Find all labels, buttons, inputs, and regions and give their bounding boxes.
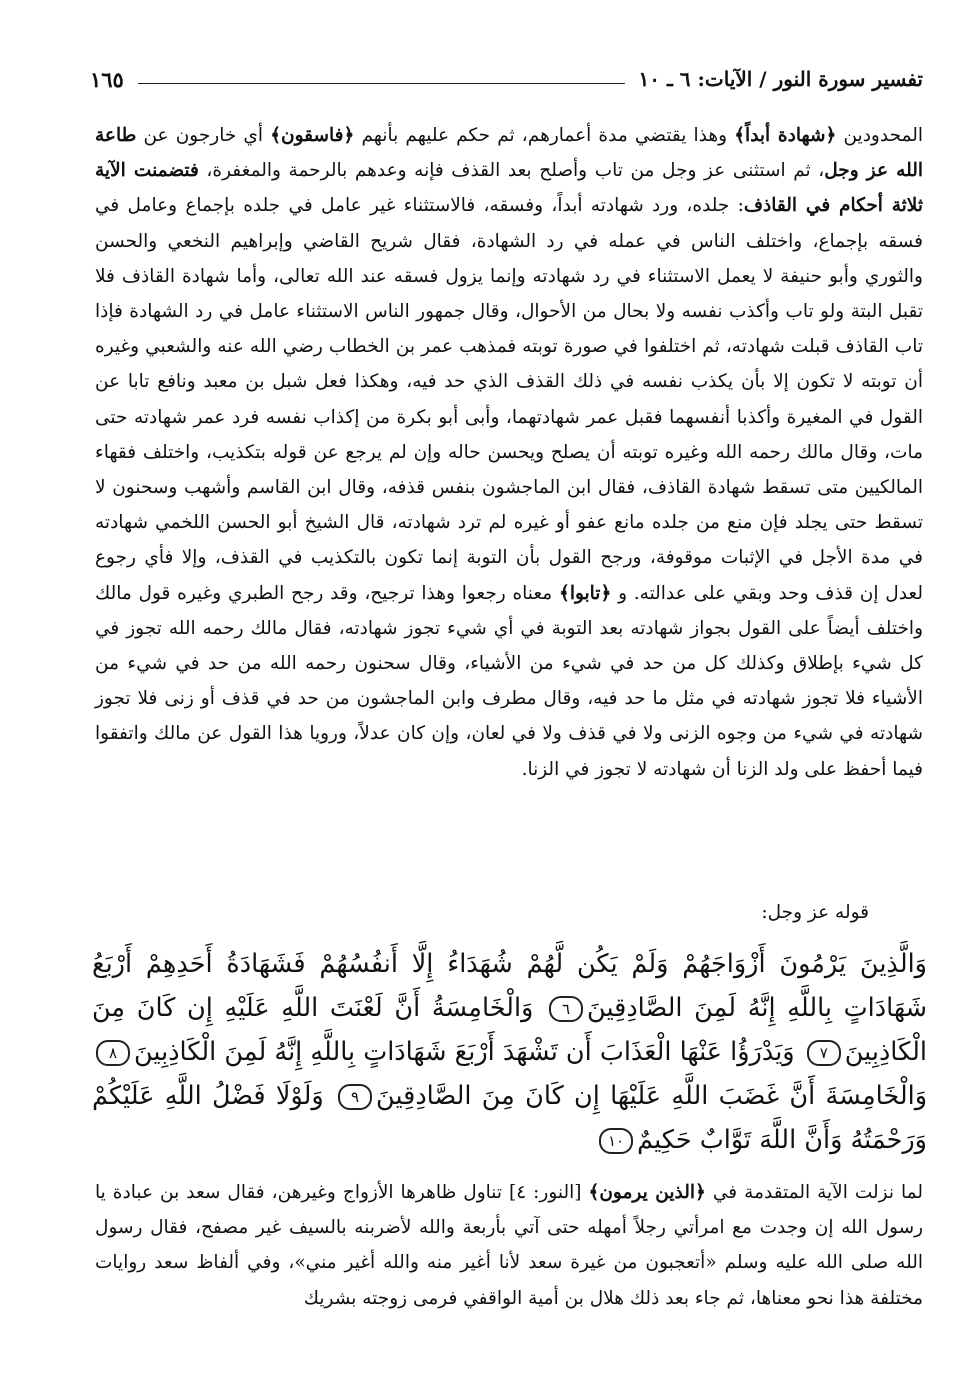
ayah-number-badge: ١٠ — [599, 1128, 633, 1154]
verse-text: وَلَوْلَا فَضْلُ اللَّهِ عَلَيْكُمْ وَرَحْمَتُهُ وَأَنَّ اللَّهَ تَوَّابٌ حَكِيمٌ — [92, 1081, 927, 1155]
bold-phrase: طاعة الله عز وجل — [95, 125, 923, 182]
text-run: : جلده، ورد شهادته أبداً، وفسقه، فالاستثناء غير عامل في جلده بإجماع وعامل في فسقه بإجماع، واختلف الناس في عمله في رد الشهادة، فقال شريح القاضي وإبراهيم النخعي والحسن والثوري وأبو حنيفة لا يعمل الاستثناء في رد شهادته وإنما يزول فسقه عند الله تعالى، وأما شهادة القاذف فلا تقبل البتة ولو تاب وأكذب نفسه ولا بحال من الأحوال، وقال جمهور الناس الاستثناء عامل في رد الشهادة فإذا تاب القاذف قبلت شهادته، ثم اختلفوا في صورة توبته فمذهب عمر بن الخطاب رضي الله عنه والشعبي وغيره أن توبته لا تكون إلا بأن يكذب نفسه في ذلك القذف الذي حد فيه، وهكذا فعل شبل بن معبد ونافع تابا عن القول في المغيرة وأكذبا أنفسهما فقبل عمر شهادتهما، وأبى أبو بكرة من إكذاب نفسه فرد عمر شهادته حتى مات، وقال مالك رحمه الله وغيره توبته أن يصلح ويحسن حاله وإن لم يرجع عن قوله بتكذيب، واختلف فقهاء المالكيين متى تسقط شهادة القاذف، فقال ابن الماجشون بنفس قذفه، وقال ابن القاسم وأشهب وسحنون لا تسقط حتى يجلد فإن منع من جلده مانع عفو أو غيره لم ترد شهادته، قال الشيخ أبو الحسن اللخمي شهادته في مدة الأجل في الإثبات موقوفة، ورجح القول بأن التوبة إنما تكون بالتكذيب في القذف، وإلا فأي رجوع لعدل إن قذف وحد وبقي على عدالته. و — [95, 195, 923, 604]
ayah-number-badge: ٩ — [338, 1084, 372, 1110]
text-run: المحدودين — [836, 125, 923, 146]
text-run: معناه رجعوا وهذا ترجيح، وقد رجح الطبري وغيره قول مالك واختلف أيضاً على القول بجواز شهادته بعد التوبة في أي شيء تجوز شهادته، فقال مالك رحمه الله تجوز في كل شيء بإطلاق وكذلك كل من حد في شيء من الأشياء، وقال سحنون رحمه الله من حد في شيء من الأشياء فلا تجوز شهادته في مثل ما حد فيه، وقال مطرف وابن الماجشون من حد في قذف أو زنى فلا تجوز شهادته في شيء من وجوه الزنى ولا في قذف ولا في لعان، وإن كان عدلاً، ورويا هذا القول عن مالك واتفقوا فيما أحفظ على ولد الزنا أن شهادته لا تجوز في الزنا. — [95, 582, 923, 780]
quoted-verse: ﴿شهادة أبداً﴾ — [734, 125, 837, 146]
text-run: لما نزلت الآية المتقدمة في — [705, 1182, 924, 1203]
running-title: تفسير سورة النور / الآيات: ٦ ـ ١٠ — [638, 67, 923, 91]
verse-text: وَالْخَامِسَةَ أَنَّ غَضَبَ اللَّهِ عَلَيْهَا إِن كَانَ مِنَ الصَّادِقِينَ — [376, 1081, 928, 1111]
page-number: ١٦٥ — [90, 66, 124, 92]
text-run: [النور: ٤] تناول ظاهرها الأزواج وغيرهن، فقال سعد بن عبادة يا رسول الله إن وجدت مع امرأتي رجلاً أمهله حتى آتي بأربعة والله لأضربنه بالسيف غير مصفح، فقال رسول الله صلى الله عليه وسلم «أتعجبون من غيرة سعد لأنا أغير منه والله أغير مني»، وفي ألفاظ سعد روايات مختلفة هذا نحو معناها، ثم جاء بعد ذلك هلال بن أمية الواقفي فرمى زوجته بشريك — [95, 1182, 923, 1309]
ayah-number-badge: ٧ — [807, 1040, 841, 1066]
verse-text: وَالَّذِينَ يَرْمُونَ أَزْوَاجَهُمْ وَلَمْ يَكُن لَّهُمْ شُهَدَاءُ إِلَّا أَنفُسُهُمْ فَشَهَادَةُ أَحَدِهِمْ أَرْبَعُ شَهَادَاتٍ بِاللَّهِ إِنَّهُ لَمِنَ الصَّادِقِينَ — [92, 949, 927, 1023]
ayah-number-badge: ٦ — [549, 996, 583, 1022]
commentary-paragraph — [95, 1175, 923, 1316]
quran-verses — [92, 942, 927, 1162]
bold-phrase: فتضمنت الآية ثلاثة أحكام في القاذف — [95, 160, 923, 217]
commentary-paragraph — [95, 118, 923, 787]
verse-text: وَالْخَامِسَةُ أَنَّ لَعْنَتَ اللَّهِ عَلَيْهِ إِن كَانَ مِنَ الْكَاذِبِينَ — [92, 993, 927, 1067]
quoted-verse: ﴿الذين يرمون﴾ — [588, 1182, 706, 1203]
ayah-number-badge: ٨ — [96, 1040, 130, 1066]
header-rule — [138, 83, 625, 84]
quoted-verse: ﴿تابوا﴾ — [558, 582, 612, 604]
text-run: وهذا يقتضي مدة أعمارهم، ثم حكم عليهم بأنهم — [354, 125, 735, 146]
quoted-verse: ﴿فاسقون﴾ — [270, 125, 355, 146]
verse-text: وَيَدْرَؤُا عَنْهَا الْعَذَابَ أَن تَشْهَدَ أَرْبَعَ شَهَادَاتٍ بِاللَّهِ إِنَّهُ لَمِنَ الْكَاذِبِينَ — [134, 1037, 795, 1067]
text-run: ، ثم استثنى عز وجل من تاب وأصلح بعد القذف فإنه وعدهم بالرحمة والمغفرة، — [198, 160, 825, 182]
page-header — [90, 62, 923, 96]
text-run: أي خارجون عن — [136, 125, 271, 146]
verse-intro: قوله عز وجل: — [761, 902, 869, 923]
